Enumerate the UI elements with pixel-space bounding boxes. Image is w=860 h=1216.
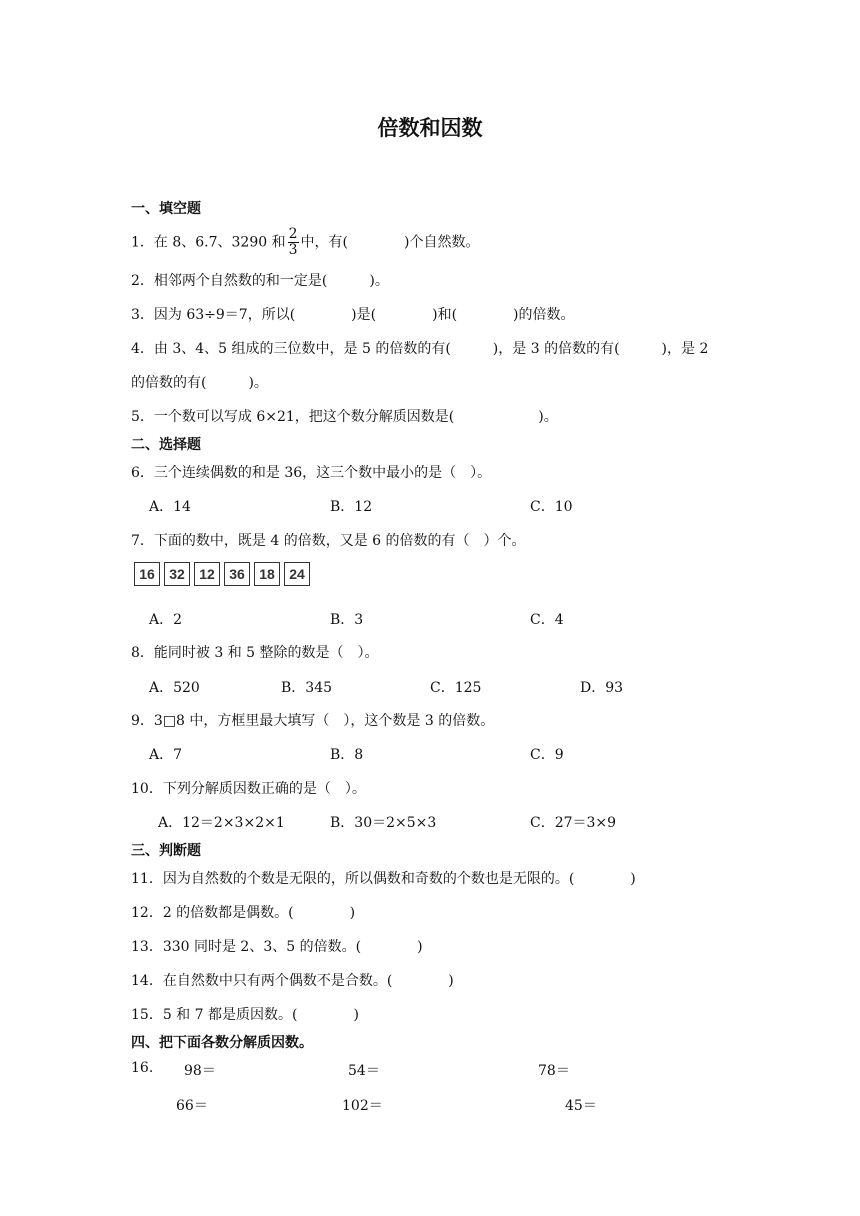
question-6: 6．三个连续偶数的和是 36，这三个数中最小的是（ ）。: [131, 465, 492, 481]
factorization-item: 98＝: [184, 1063, 216, 1079]
question-8-option-b: B．345: [281, 680, 333, 696]
question-9-option-b: B．8: [330, 747, 364, 763]
question-11: 11．因为自然数的个数是无限的，所以偶数和奇数的个数也是无限的。( ): [131, 871, 636, 887]
question-5: 5．一个数可以写成 6×21，把这个数分解质因数是( )。: [131, 409, 558, 425]
section-heading-factorization: 四、把下面各数分解质因数。: [131, 1035, 313, 1051]
question-8-option-a: A．520: [149, 680, 200, 696]
question-6-option-b: B．12: [330, 499, 373, 515]
question-7-option-c: C．4: [530, 612, 564, 628]
question-6-option-a: A．14: [149, 499, 191, 515]
factorization-item: 45＝: [565, 1098, 597, 1114]
question-10-option-b: B．30＝2×5×3: [330, 815, 437, 831]
question-1-post: 中，有( )个自然数。: [300, 234, 480, 251]
number-box: 16: [134, 562, 160, 586]
question-9: 9．3□8 中，方框里最大填写（ ），这个数是 3 的倍数。: [131, 713, 495, 729]
section-heading-judgment: 三、判断题: [131, 843, 201, 859]
question-3: 3．因为 63÷9＝7，所以( )是( )和( )的倍数。: [131, 307, 575, 323]
question-15: 15．5 和 7 都是质因数。( ): [131, 1007, 359, 1023]
factorization-item: 66＝: [176, 1098, 208, 1114]
fraction: [288, 227, 299, 258]
number-box: 12: [194, 562, 220, 586]
question-10-option-c: C．27＝3×9: [530, 815, 617, 831]
factorization-item: 54＝: [348, 1063, 380, 1079]
question-12: 12．2 的倍数都是偶数。( ): [131, 905, 356, 921]
question-16-label: 16.: [131, 1060, 154, 1076]
question-7-option-a: A．2: [149, 612, 183, 628]
number-box: 18: [254, 562, 280, 586]
question-7-option-b: B．3: [330, 612, 364, 628]
page-title: 倍数和因数: [377, 115, 483, 140]
question-2: 2．相邻两个自然数的和一定是( )。: [131, 273, 389, 289]
question-10-option-a: A．12＝2×3×2×1: [158, 815, 285, 831]
factorization-item: 78＝: [538, 1063, 570, 1079]
question-9-option-a: A．7: [149, 747, 183, 763]
question-1: [131, 227, 479, 258]
section-heading-fill-blank: 一、填空题: [131, 201, 201, 217]
factorization-item: 102＝: [342, 1098, 383, 1114]
number-box: 36: [224, 562, 250, 586]
question-8-option-d: D．93: [580, 680, 624, 696]
question-13: 13．330 同时是 2、3、5 的倍数。( ): [131, 939, 423, 955]
question-8: 8．能同时被 3 和 5 整除的数是（ ）。: [131, 645, 379, 661]
question-7: 7．下面的数中，既是 4 的倍数，又是 6 的倍数的有（ ）个。: [131, 533, 526, 549]
section-heading-choice: 二、选择题: [131, 437, 201, 453]
question-10: 10．下列分解质因数正确的是（ ）。: [131, 781, 366, 797]
number-box: 32: [164, 562, 190, 586]
question-14: 14．在自然数中只有两个偶数不是合数。( ): [131, 973, 454, 989]
question-1-pre: 1．在 8、6.7、3290 和: [131, 234, 286, 251]
question-4-line-1: 4．由 3、4、5 组成的三位数中，是 5 的倍数的有( )，是 3 的倍数的有( )，是 2: [131, 341, 709, 357]
question-8-option-c: C．125: [430, 680, 482, 696]
question-4-line-2: 的倍数的有( )。: [131, 375, 268, 391]
number-box: 24: [284, 562, 310, 586]
question-6-option-c: C．10: [530, 499, 573, 515]
question-9-option-c: C．9: [530, 747, 564, 763]
number-boxes: [134, 562, 310, 586]
fraction-numerator: 2: [288, 226, 298, 242]
fraction-denominator: 3: [288, 242, 298, 258]
